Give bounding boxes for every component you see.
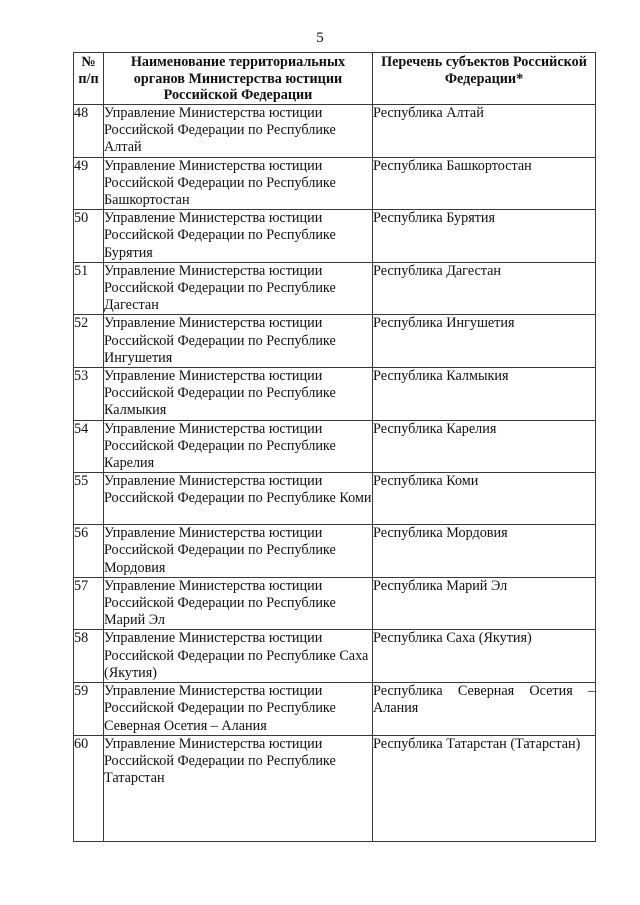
table-row (74, 630, 596, 683)
header-number: № п/п (74, 53, 104, 105)
table-row (74, 735, 596, 841)
row-subject: Республика Ингушетия (373, 315, 596, 368)
row-subject: Республика Бурятия (373, 210, 596, 263)
row-number: 55 (74, 473, 104, 525)
row-number: 58 (74, 630, 104, 683)
table-row (74, 473, 596, 525)
page-number: 5 (316, 30, 324, 46)
row-number: 53 (74, 368, 104, 421)
row-number: 54 (74, 420, 104, 473)
row-number: 49 (74, 157, 104, 210)
row-number: 48 (74, 105, 104, 158)
row-body-name: Управление Министерства юстиции Российской Федерации по Республике Дагестан (104, 262, 373, 315)
table-header-row (74, 53, 596, 105)
row-body-name: Управление Министерства юстиции Российской Федерации по Республике Коми (104, 473, 373, 525)
row-subject: Республика Карелия (373, 420, 596, 473)
row-subject: Республика Башкортостан (373, 157, 596, 210)
table-row (74, 262, 596, 315)
row-number: 52 (74, 315, 104, 368)
row-body-name: Управление Министерства юстиции Российской Федерации по Республике Северная Осетия – Алания (104, 683, 373, 736)
row-body-name: Управление Министерства юстиции Российской Федерации по Республике Ингушетия (104, 315, 373, 368)
row-body-name: Управление Министерства юстиции Российской Федерации по Республике Татарстан (104, 735, 373, 841)
row-subject: Республика Дагестан (373, 262, 596, 315)
table-row (74, 577, 596, 630)
territorial-bodies-table (73, 52, 596, 842)
row-subject: Республика Марий Эл (373, 577, 596, 630)
row-subject: Республика Коми (373, 473, 596, 525)
table-row (74, 157, 596, 210)
row-number: 56 (74, 525, 104, 578)
row-subject: Республика Мордовия (373, 525, 596, 578)
table-row (74, 525, 596, 578)
row-subject: Республика Саха (Якутия) (373, 630, 596, 683)
row-number: 51 (74, 262, 104, 315)
row-body-name: Управление Министерства юстиции Российской Федерации по Республике Саха (Якутия) (104, 630, 373, 683)
table-row (74, 420, 596, 473)
table-row (74, 105, 596, 158)
row-subject: Республика Татарстан (Татарстан) (373, 735, 596, 841)
header-body-name: Наименование территориальных органов Министерства юстиции Российской Федерации (104, 53, 373, 105)
row-body-name: Управление Министерства юстиции Российской Федерации по Республике Мордовия (104, 525, 373, 578)
row-body-name: Управление Министерства юстиции Российской Федерации по Республике Башкортостан (104, 157, 373, 210)
table-row (74, 210, 596, 263)
row-body-name: Управление Министерства юстиции Российской Федерации по Республике Алтай (104, 105, 373, 158)
row-number: 57 (74, 577, 104, 630)
table-row (74, 315, 596, 368)
row-subject: Республика Калмыкия (373, 368, 596, 421)
row-number: 59 (74, 683, 104, 736)
row-body-name: Управление Министерства юстиции Российской Федерации по Республике Бурятия (104, 210, 373, 263)
table-row (74, 368, 596, 421)
row-body-name: Управление Министерства юстиции Российской Федерации по Республике Карелия (104, 420, 373, 473)
header-subjects: Перечень субъектов Российской Федерации* (373, 53, 596, 105)
row-subject: Республика Северная Осетия – Алания (373, 683, 596, 736)
row-number: 50 (74, 210, 104, 263)
table-row (74, 683, 596, 736)
row-number: 60 (74, 735, 104, 841)
row-body-name: Управление Министерства юстиции Российской Федерации по Республике Марий Эл (104, 577, 373, 630)
row-body-name: Управление Министерства юстиции Российской Федерации по Республике Калмыкия (104, 368, 373, 421)
row-subject: Республика Алтай (373, 105, 596, 158)
